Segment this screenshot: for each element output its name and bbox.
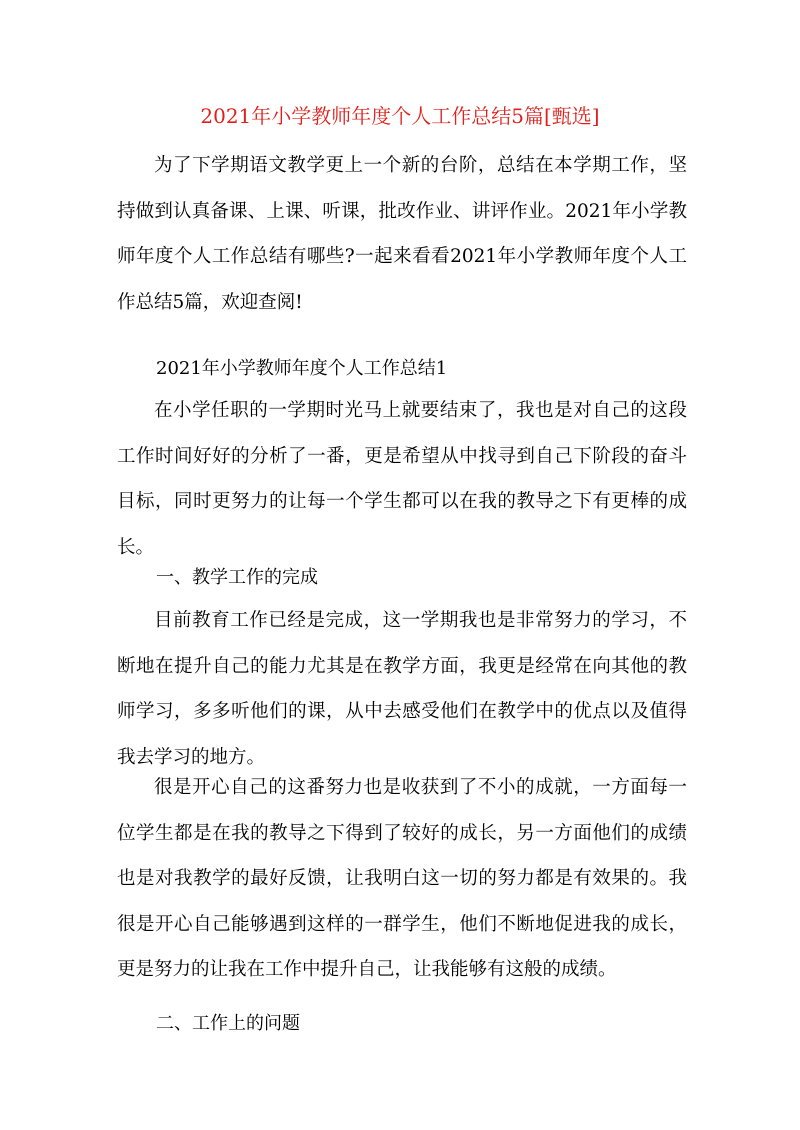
intro-paragraph: 为了下学期语文教学更上一个新的台阶，总结在本学期工作，坚持做到认真备课、上课、听课，批改作业、讲评作业。2021年小学教师年度个人工作总结有哪些?一起来看看2021年小学教师年度个人工作总结5篇，欢迎查阅!	[117, 155, 687, 313]
heading-2: 二、工作上的问题	[156, 1013, 300, 1034]
paragraph-1: 在小学任职的一学期时光马上就要结束了，我也是对自己的这段工作时间好好的分析了一番，更是希望从中找寻到自己下阶段的奋斗目标，同时更努力的让每一个学生都可以在我的教导之下有更棒的成长。	[117, 400, 687, 558]
paragraph-2: 目前教育工作已经是完成，这一学期我也是非常努力的学习，不断地在提升自己的能力尤其是在教学方面，我更是经常在向其他的教师学习，多多听他们的课，从中去感受他们在教学中的优点以及值得我去学习的地方。	[117, 610, 687, 768]
section-title: 2021年小学教师年度个人工作总结1	[156, 358, 448, 379]
paragraph-3: 很是开心自己的这番努力也是收获到了不小的成就，一方面每一位学生都是在我的教导之下得到了较好的成长，另一方面他们的成绩也是对我教学的最好反馈，让我明白这一切的努力都是有效果的。我很是开心自己能够遇到这样的一群学生，他们不断地促进我的成长，更是努力的让我在工作中提升自己，让我能够有这般的成绩。	[117, 777, 687, 980]
document-title: 2021年小学教师年度个人工作总结5篇[甄选]	[200, 104, 600, 128]
heading-1: 一、教学工作的完成	[156, 567, 318, 588]
